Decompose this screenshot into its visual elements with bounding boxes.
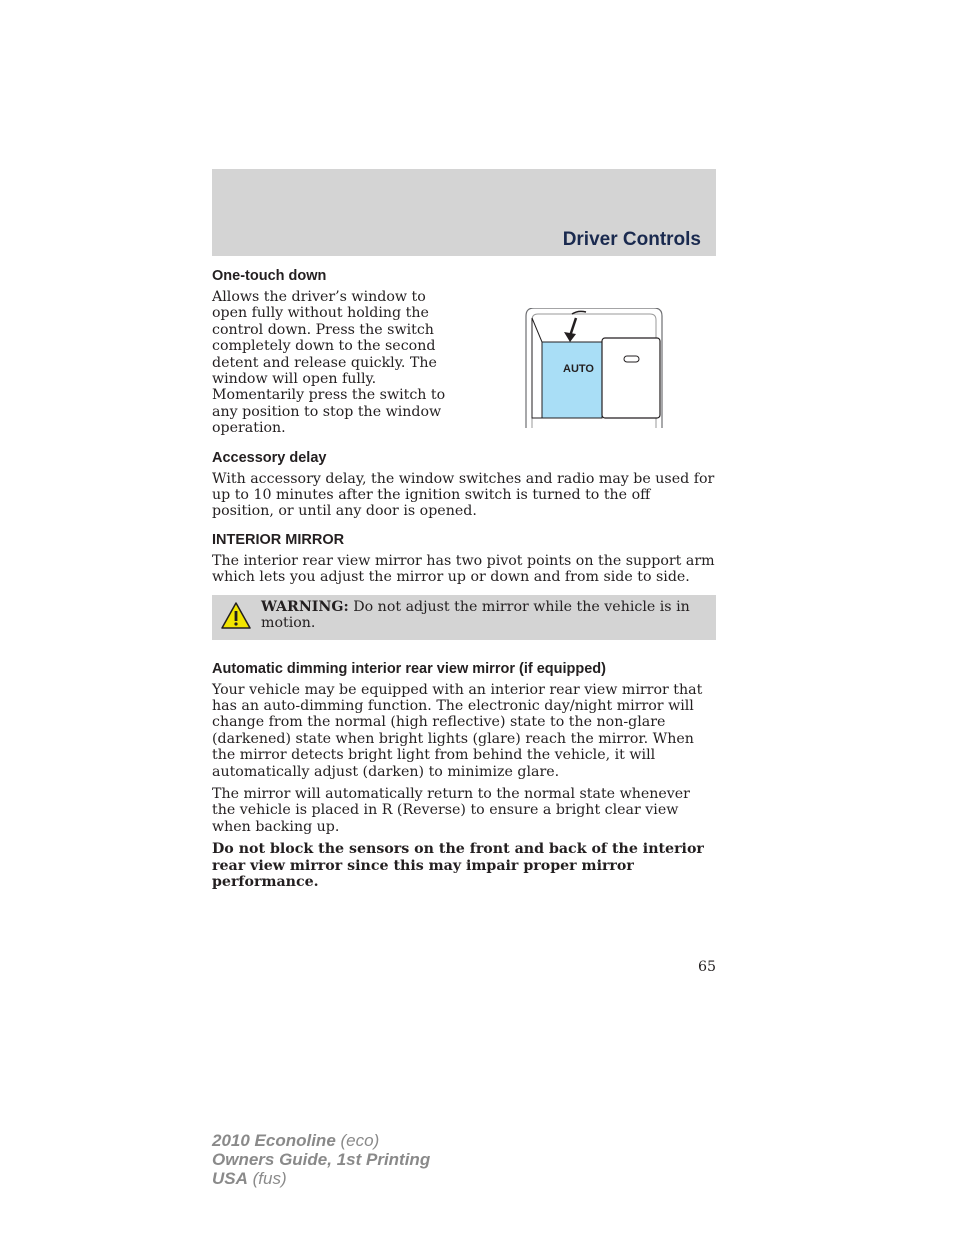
footer-line-2: Owners Guide, 1st Printing [212, 1150, 431, 1169]
auto-label: AUTO [563, 363, 594, 375]
footer-model-code: (eco) [335, 1131, 380, 1150]
page-content [212, 268, 716, 890]
warning-message: Do not adjust the mirror while the vehicle is in motion. [261, 598, 690, 632]
page-number: 65 [697, 959, 716, 975]
footer-print-info [212, 1131, 430, 1188]
auto-dim-para-3: Do not block the sensors on the front and back of the interior rear view mirror since this may impair proper mirror performance. [212, 841, 704, 890]
footer-line-3 [212, 1169, 430, 1188]
footer-model: 2010 Econoline [212, 1131, 336, 1150]
footer-line-1 [212, 1131, 430, 1150]
one-touch-body: Allows the driver’s window to open fully without holding the control down. Press the switch completely down to the second detent and release quickly. The window will open fully. Momentarily press the switch to any position to stop the window operation. [212, 289, 446, 437]
auto-dim-para-2: The mirror will automatically return to the normal state whenever the vehicle is placed in R (Reverse) to ensure a bright clear view when backing up. [212, 785, 690, 835]
auto-dim-para-1: Your vehicle may be equipped with an interior rear view mirror that has an auto-dimming function. The electronic day/night mirror will change from the normal (high reflective) state to the non-glare (darkened) state when bright lights (glare) reach the mirror. When the mirror detects bright light from behind the vehicle, it will automatically adjust (darken) to minimize glare. [212, 681, 703, 780]
section-title: Driver Controls [562, 229, 701, 250]
window-switch-illustration [512, 308, 676, 428]
heading-auto-dimming: Automatic dimming interior rear view mirror (if equipped) [212, 660, 606, 677]
footer-market: USA [212, 1169, 248, 1188]
warning-box [212, 595, 716, 640]
interior-mirror-body: The interior rear view mirror has two pivot points on the support arm which lets you adjust the mirror up or down and from side to side. [212, 552, 715, 586]
footer-market-code: (fus) [247, 1169, 287, 1188]
one-touch-section [212, 289, 716, 437]
warning-text [261, 599, 706, 632]
header-band [212, 169, 716, 256]
warning-label: WARNING: [261, 598, 349, 615]
warning-triangle-icon [221, 602, 251, 629]
heading-accessory-delay: Accessory delay [212, 449, 327, 466]
heading-interior-mirror: INTERIOR MIRROR [212, 531, 345, 548]
heading-one-touch-down: One-touch down [212, 268, 327, 284]
accessory-delay-body: With accessory delay, the window switches and radio may be used for up to 10 minutes after the ignition switch is turned to the off position, or until any door is opened. [212, 470, 715, 520]
